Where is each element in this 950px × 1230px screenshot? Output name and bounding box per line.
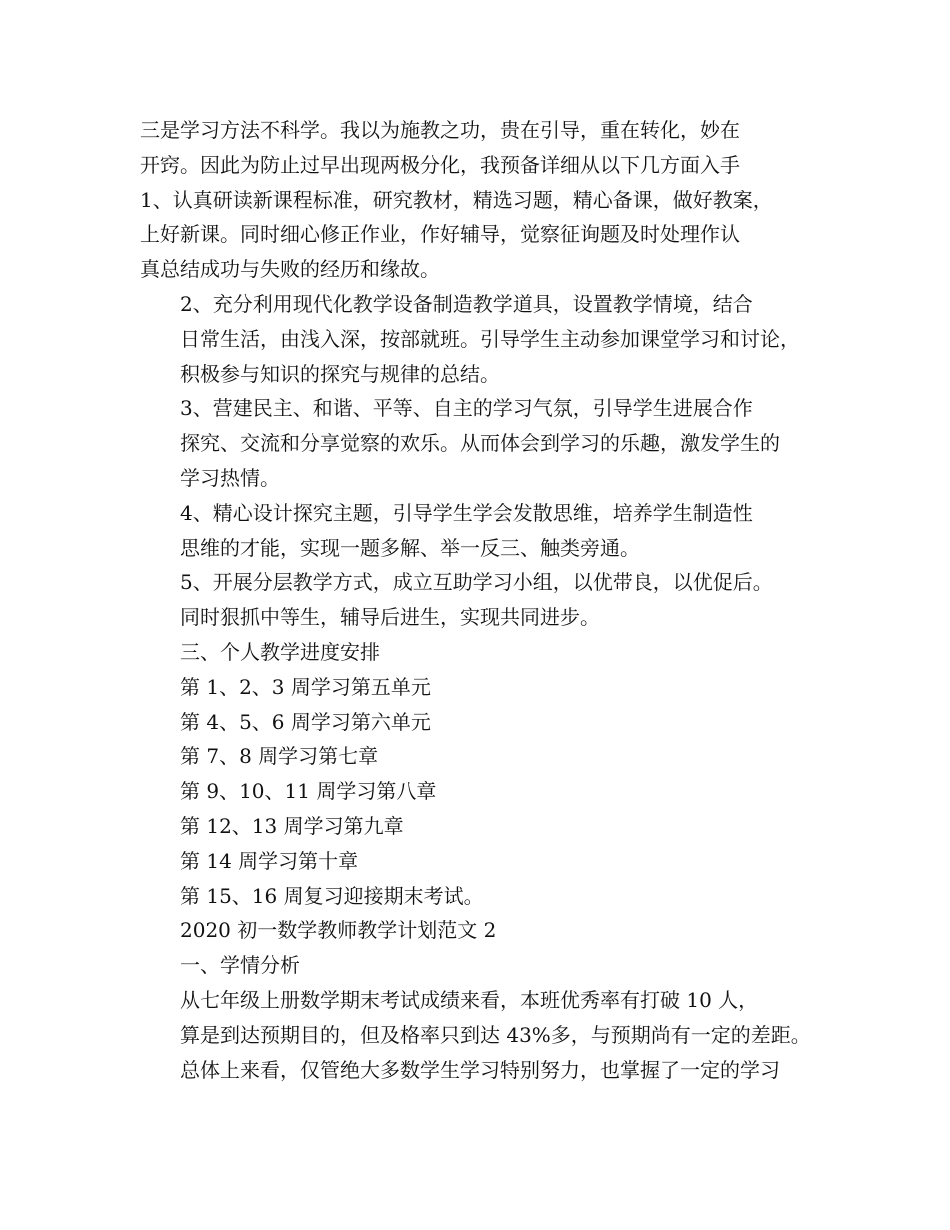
paragraph [140,391,830,495]
paragraph [140,635,830,670]
paragraph [140,739,830,774]
text-line: 真总结成功与失败的经历和缘故。 [140,257,440,282]
text-line: 一、学情分析 [180,953,300,978]
paragraph [140,287,830,391]
document-body [140,113,830,1087]
text-line: 第 14 周学习第十章 [180,848,359,873]
paragraph [140,844,830,879]
text-line: 三是学习方法不科学。我以为施教之功，贵在引导，重在转化，妙在 [140,118,740,142]
text-line: 4、精心设计探究主题，引导学生学会发散思维，培养学生制造性 [180,500,753,525]
text-line: 积极参与知识的探究与规律的总结。 [180,361,500,386]
text-line: 第 1、2、3 周学习第五单元 [180,674,431,699]
paragraph [140,670,830,705]
text-line: 开窍。因此为防止过早出现两极分化，我预备详细从以下几方面入手 [140,152,740,177]
text-line: 第 4、5、6 周学习第六单元 [180,709,431,734]
text-line: 三、个人教学进度安排 [180,639,380,664]
text-line: 思维的才能，实现一题多解、举一反三、触类旁通。 [180,535,640,560]
text-line: 上好新课。同时细心修正作业，作好辅导，觉察征询题及时处理作认 [140,222,740,247]
text-line: 第 12、13 周学习第九章 [180,813,404,838]
text-line: 2020 初一数学教师教学计划范文 2 [180,918,497,943]
text-line: 算是到达预期目的，但及格率只到达 43%多，与预期尚有一定的差距。 [180,1022,811,1047]
text-line: 3、营建民主、和谐、平等、自主的学习气氛，引导学生进展合作 [180,396,753,421]
text-line: 1、认真研读新课程标准，研究教材，精选习题，精心备课，做好教案， [140,187,773,212]
paragraph [140,565,830,635]
text-line: 从七年级上册数学期末考试成绩来看，本班优秀率有打破 10 人， [180,987,759,1012]
text-line: 日常生活，由浅入深，按部就班。引导学生主动参加课堂学习和讨论， [180,326,800,351]
paragraph [140,113,830,287]
paragraph [140,809,830,844]
paragraph [140,948,830,983]
text-line: 第 15、16 周复习迎接期末考试。 [180,883,484,908]
paragraph [140,496,830,566]
text-line: 第 7、8 周学习第七章 [180,744,379,769]
text-line: 第 9、10、11 周学习第八章 [180,779,437,804]
paragraph [140,774,830,809]
text-line: 学习热情。 [180,465,280,490]
text-line: 探究、交流和分享觉察的欢乐。从而体会到学习的乐趣，激发学生的 [180,431,780,456]
paragraph [140,913,830,948]
text-line: 2、充分利用现代化教学设备制造教学道具，设置教学情境，结合 [180,291,753,316]
paragraph [140,983,830,1087]
paragraph [140,879,830,914]
text-line: 同时狠抓中等生，辅导后进生，实现共同进步。 [180,605,600,630]
text-line: 总体上来看，仅管绝大多数学生学习特别努力，也掌握了一定的学习 [180,1057,780,1082]
paragraph [140,705,830,740]
text-line: 5、开展分层教学方式，成立互助学习小组，以优带良，以优促后。 [180,570,773,595]
